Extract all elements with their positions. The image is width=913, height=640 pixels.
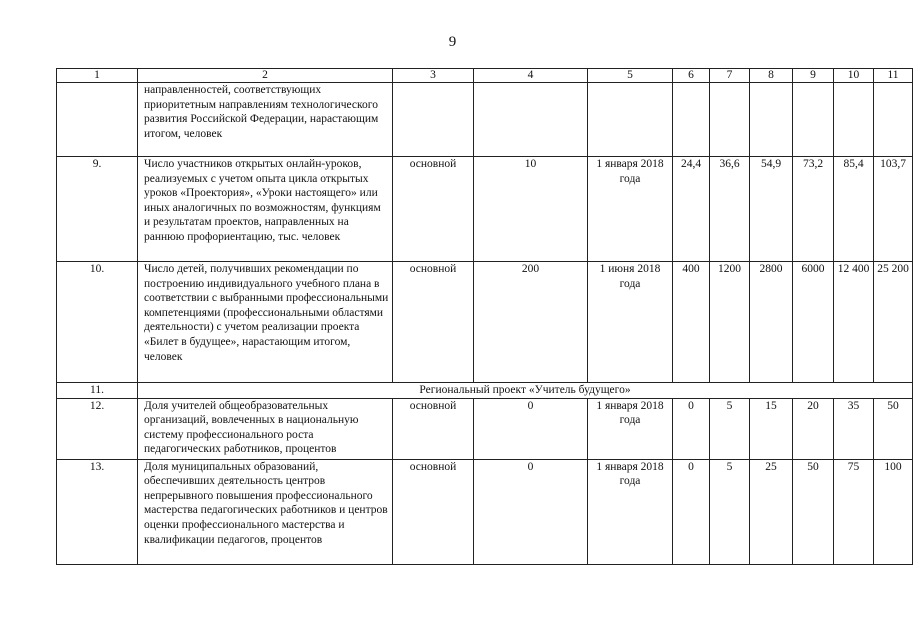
base-date-cell: 1 января 2018 года: [588, 157, 673, 262]
header-cell: 1: [57, 69, 138, 83]
header-cell: 4: [474, 69, 588, 83]
indicator-name-cell: Число участников открытых онлайн-уроков, реализуемых с учетом опыта цикла открытых уроков «Проектория», «Уроки настоящего» или иных аналогичных по возможностям, функциям и результатам проектов, направленных на раннюю профориентацию, тыс. человек: [138, 157, 393, 262]
header-cell: 7: [710, 69, 750, 83]
row-number-cell: [57, 83, 138, 157]
indicator-type-cell: основной: [393, 157, 474, 262]
value-cell: 73,2: [793, 157, 834, 262]
value-cell: 50: [793, 459, 834, 564]
row-number-cell: 9.: [57, 157, 138, 262]
value-cell: [673, 83, 710, 157]
row-number-cell: 12.: [57, 398, 138, 459]
value-cell: 36,6: [710, 157, 750, 262]
header-cell: 6: [673, 69, 710, 83]
table-row: [57, 157, 913, 262]
header-cell: 5: [588, 69, 673, 83]
indicators-table: [56, 68, 913, 565]
indicator-type-cell: основной: [393, 459, 474, 564]
value-cell: [710, 83, 750, 157]
value-cell: 75: [834, 459, 874, 564]
header-cell: 9: [793, 69, 834, 83]
indicator-type-cell: основной: [393, 398, 474, 459]
indicator-type-cell: основной: [393, 262, 474, 383]
table-row: [57, 459, 913, 564]
base-date-cell: 1 июня 2018 года: [588, 262, 673, 383]
value-cell: 20: [793, 398, 834, 459]
value-cell: 15: [750, 398, 793, 459]
value-cell: [874, 83, 913, 157]
value-cell: 0: [673, 398, 710, 459]
indicator-name-cell: направленностей, соответствующих приоритетным направлениям технологического развития Российской Федерации, нарастающим итогом, человек: [138, 83, 393, 157]
row-number-cell: 11.: [57, 383, 138, 399]
value-cell: 2800: [750, 262, 793, 383]
base-date-cell: 1 января 2018 года: [588, 459, 673, 564]
base-value-cell: 0: [474, 398, 588, 459]
base-value-cell: [474, 83, 588, 157]
value-cell: [750, 83, 793, 157]
base-value-cell: 200: [474, 262, 588, 383]
value-cell: 1200: [710, 262, 750, 383]
value-cell: 400: [673, 262, 710, 383]
value-cell: 5: [710, 459, 750, 564]
value-cell: 0: [673, 459, 710, 564]
value-cell: 25: [750, 459, 793, 564]
table-row: [57, 83, 913, 157]
base-value-cell: 10: [474, 157, 588, 262]
base-value-cell: 0: [474, 459, 588, 564]
indicator-name-cell: Число детей, получивших рекомендации по построению индивидуального учебного плана в соответствии с выбранными профессиональными компетенциями (профессиональными областями деятельности) с учетом реализации проекта «Билет в будущее», нарастающим итогом, человек: [138, 262, 393, 383]
row-number-cell: 10.: [57, 262, 138, 383]
row-number-cell: 13.: [57, 459, 138, 564]
value-cell: 6000: [793, 262, 834, 383]
table-row: [57, 398, 913, 459]
base-date-cell: 1 января 2018 года: [588, 398, 673, 459]
value-cell: [834, 83, 874, 157]
value-cell: 12 400: [834, 262, 874, 383]
value-cell: 25 200: [874, 262, 913, 383]
section-row: [57, 383, 913, 399]
value-cell: [793, 83, 834, 157]
header-cell: 3: [393, 69, 474, 83]
header-cell: 2: [138, 69, 393, 83]
header-cell: 11: [874, 69, 913, 83]
value-cell: 24,4: [673, 157, 710, 262]
section-title: Региональный проект «Учитель будущего»: [138, 383, 913, 399]
indicator-name-cell: Доля учителей общеобразовательных организаций, вовлеченных в национальную систему профессионального роста педагогических работников, процентов: [138, 398, 393, 459]
header-cell: 10: [834, 69, 874, 83]
base-date-cell: [588, 83, 673, 157]
value-cell: 5: [710, 398, 750, 459]
value-cell: 50: [874, 398, 913, 459]
value-cell: 35: [834, 398, 874, 459]
header-row: [57, 69, 913, 83]
value-cell: 100: [874, 459, 913, 564]
indicator-type-cell: [393, 83, 474, 157]
value-cell: 85,4: [834, 157, 874, 262]
indicator-name-cell: Доля муниципальных образований, обеспечивших деятельность центров непрерывного повышения профессионального мастерства педагогических работников и центров оценки профессионального мастерства и квалификации педагогов, процентов: [138, 459, 393, 564]
page-number: 9: [448, 34, 457, 50]
value-cell: 103,7: [874, 157, 913, 262]
table-row: [57, 262, 913, 383]
header-cell: 8: [750, 69, 793, 83]
value-cell: 54,9: [750, 157, 793, 262]
